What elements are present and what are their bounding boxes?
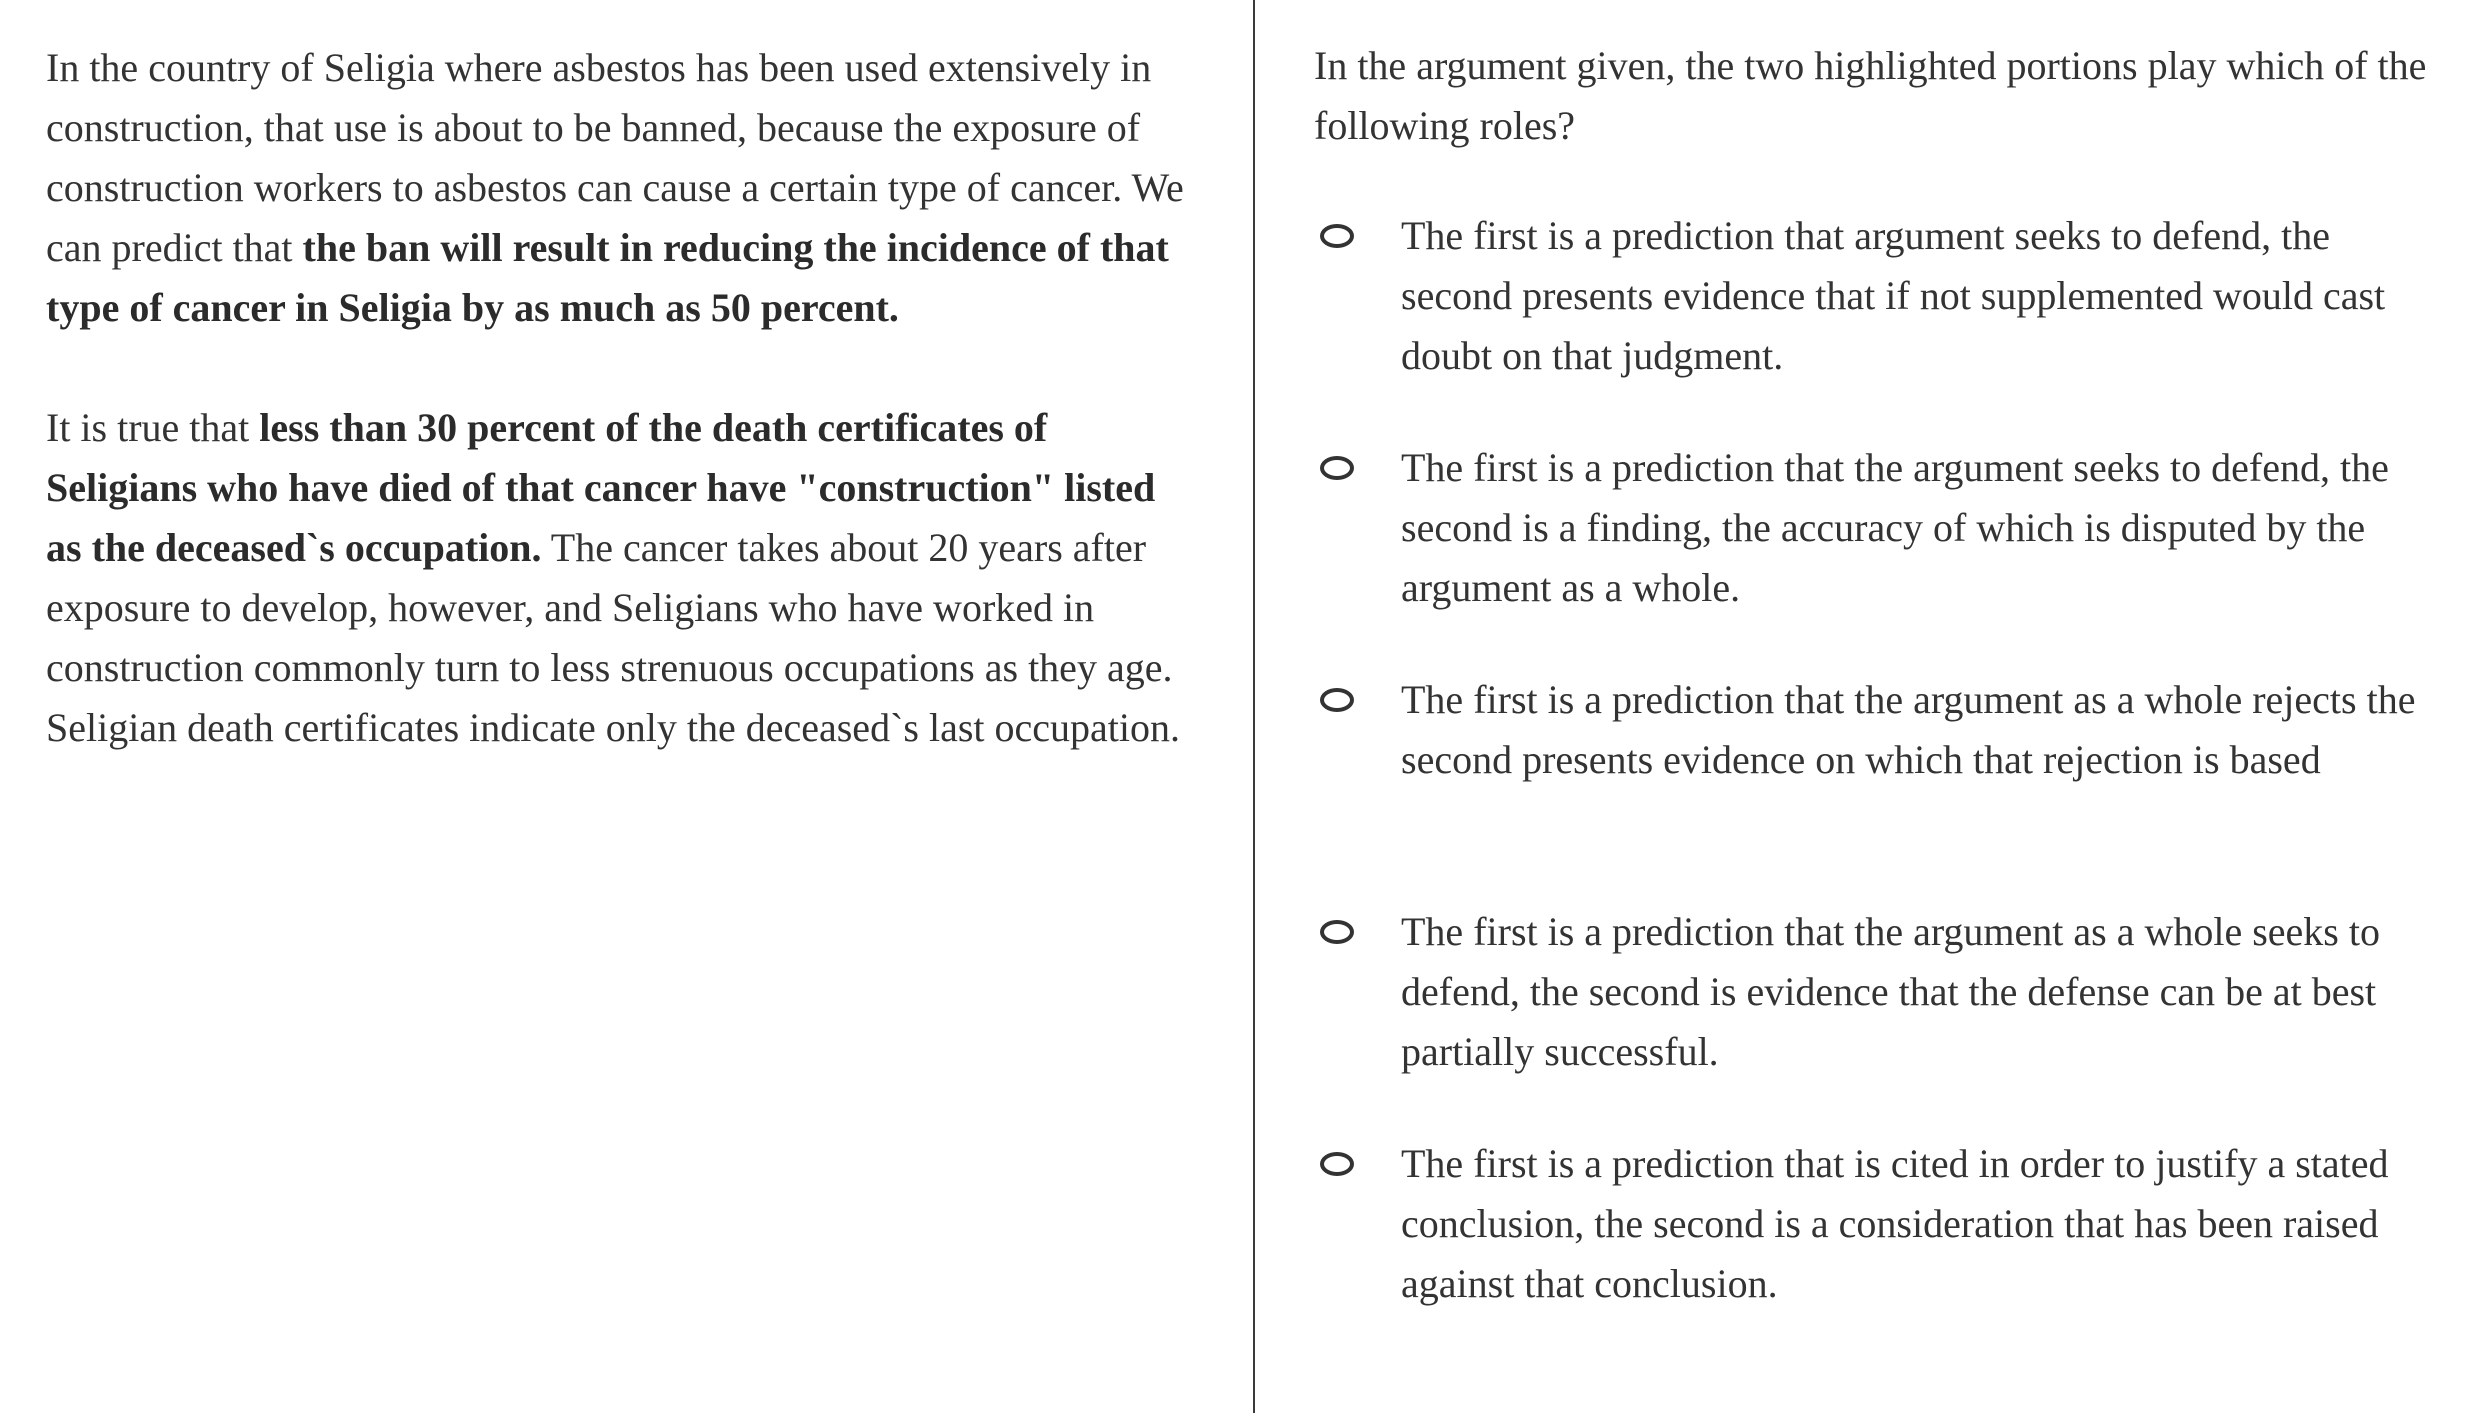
passage-panel [46, 38, 1196, 818]
passage-text: In the country of Seligia where asbestos has been used extensively in construction, that use is about to be banned, because the exposure of construction workers to asbestos can cause a certain type of cancer. We can predict that [46, 45, 1184, 270]
answer-option-text[interactable]: The first is a prediction that argument seeks to defend, the second presents evidence that if not supplemented would cast doubt on that judgment. [1401, 213, 2386, 378]
panel-divider [1253, 0, 1255, 1413]
question-stem: In the argument given, the two highlighted portions play which of the following roles? [1314, 43, 2427, 148]
highlighted-portion-1: the ban will result in reducing the incidence of that type of cancer in Seligia by as much as 50 percent. [46, 225, 1169, 330]
passage-paragraph-1 [46, 38, 1196, 338]
radio-button-icon[interactable] [1320, 224, 1354, 248]
radio-button-icon[interactable] [1320, 456, 1354, 480]
answer-option-text[interactable]: The first is a prediction that the argument seeks to defend, the second is a finding, the accuracy of which is disputed by the argument as a whole. [1401, 445, 2389, 610]
passage-paragraph-2 [46, 398, 1196, 758]
answer-option-text[interactable]: The first is a prediction that is cited in order to justify a stated conclusion, the second is a consideration that has been raised against that conclusion. [1401, 1141, 2389, 1306]
radio-button-icon[interactable] [1320, 1152, 1354, 1176]
passage-text: The cancer takes about 20 years after exposure to develop, however, and Seligians who have worked in construction commonly turn to less strenuous occupations as they age. Seligian death certificates indicate only the deceased`s last occupation. [46, 525, 1180, 750]
question-panel [1314, 36, 2464, 156]
highlighted-portion-2: less than 30 percent of the death certificates of Seligians who have died of that cancer have "construction" listed as the deceased`s occupation. [46, 405, 1156, 570]
radio-button-icon[interactable] [1320, 920, 1354, 944]
answer-option-text[interactable]: The first is a prediction that the argument as a whole rejects the second presents evidence on which that rejection is based [1401, 677, 2416, 782]
answer-option-text[interactable]: The first is a prediction that the argument as a whole seeks to defend, the second is evidence that the defense can be at best partially successful. [1401, 909, 2380, 1074]
radio-button-icon[interactable] [1320, 688, 1354, 712]
passage-text: It is true that [46, 405, 260, 450]
